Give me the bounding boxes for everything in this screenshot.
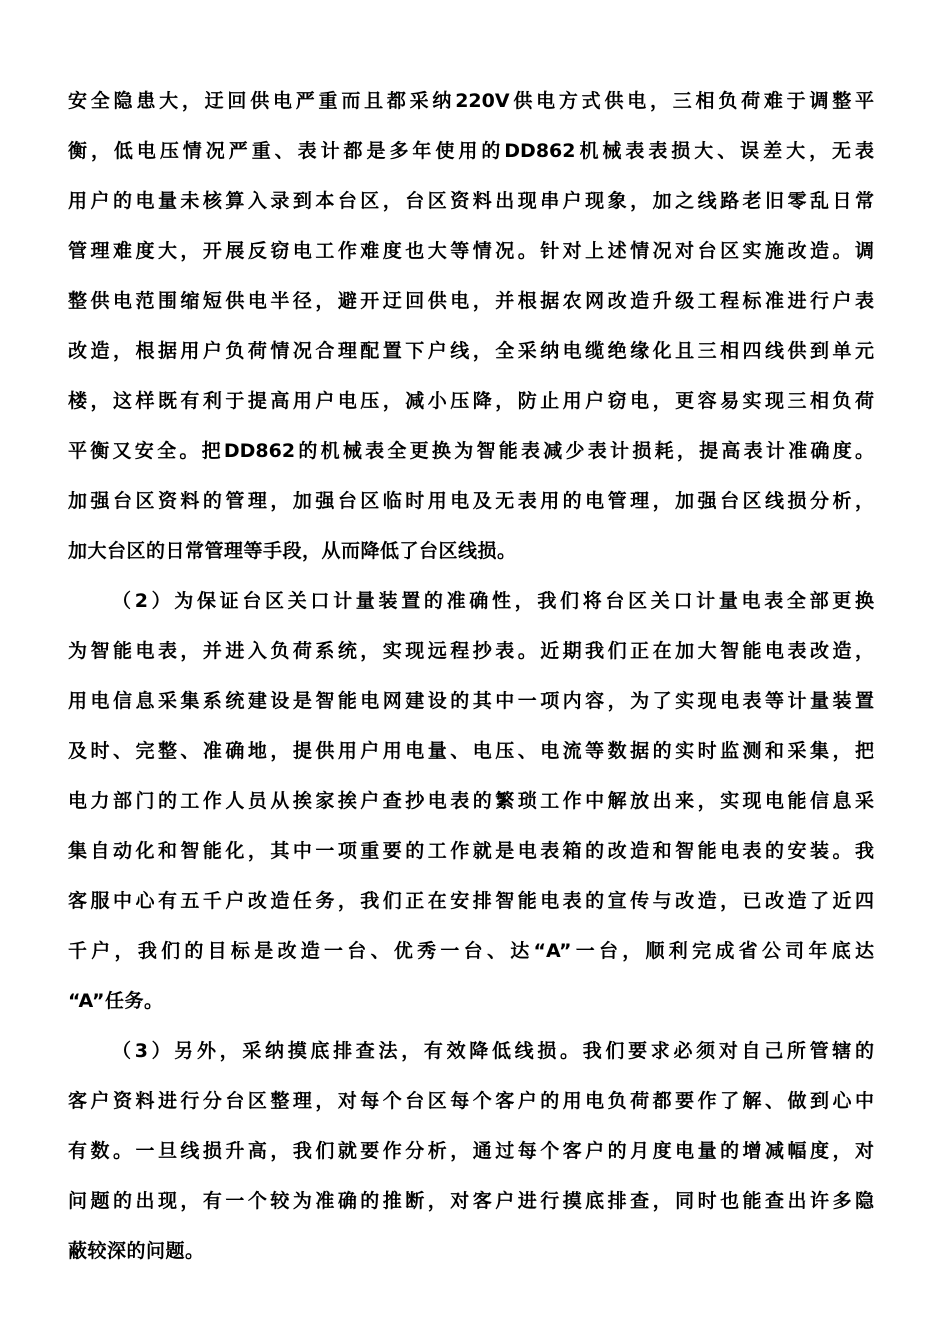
- paragraph-line: 管理难度大，开展反窃电工作难度也大等情况。针对上述情况对台区实施改造。调: [68, 240, 874, 262]
- paragraph-line: 平衡又安全。把DD862的机械表全更换为智能表减少表计损耗，提高表计准确度。: [68, 440, 874, 462]
- paragraph-line: 为智能电表，并进入负荷系统，实现远程抄表。近期我们正在加大智能电表改造，: [68, 640, 874, 662]
- paragraph-line: 加强台区资料的管理，加强台区临时用电及无表用的电管理，加强台区线损分析，: [68, 490, 874, 512]
- paragraph-line: 安全隐患大，迂回供电严重而且都采纳220V供电方式供电，三相负荷难于调整平: [68, 90, 874, 112]
- paragraph-line: 整供电范围缩短供电半径，避开迂回供电，并根据农网改造升级工程标准进行户表: [68, 290, 874, 312]
- paragraph-line: 问题的出现，有一个较为准确的推断，对客户进行摸底排查，同时也能查出许多隐: [68, 1190, 874, 1212]
- paragraph-line: 有数。一旦线损升高，我们就要作分析，通过每个客户的月度电量的增减幅度，对: [68, 1140, 874, 1162]
- paragraph-line: 客服中心有五千户改造任务，我们正在安排智能电表的宣传与改造，已改造了近四: [68, 890, 874, 912]
- paragraph-line: 加大台区的日常管理等手段，从而降低了台区线损。: [68, 540, 517, 562]
- paragraph-line: 用户的电量未核算入录到本台区，台区资料出现串户现象，加之线路老旧零乱日常: [68, 190, 874, 212]
- paragraph-line: 集自动化和智能化，其中一项重要的工作就是电表箱的改造和智能电表的安装。我: [68, 840, 874, 862]
- paragraph-line: （3）另外，采纳摸底排查法，有效降低线损。我们要求必须对自己所管辖的: [112, 1040, 874, 1062]
- paragraph-line: 用电信息采集系统建设是智能电网建设的其中一项内容，为了实现电表等计量装置: [68, 690, 874, 712]
- paragraph-line: 衡，低电压情况严重、表计都是多年使用的DD862机械表表损大、误差大，无表: [68, 140, 874, 162]
- paragraph-line: 千户，我们的目标是改造一台、优秀一台、达“A”一台，顺利完成省公司年底达: [68, 940, 874, 962]
- paragraph-line: 改造，根据用户负荷情况合理配置下户线，全采纳电缆绝缘化且三相四线供到单元: [68, 340, 874, 362]
- paragraph-line: 客户资料进行分台区整理，对每个台区每个客户的用电负荷都要作了解、做到心中: [68, 1090, 874, 1112]
- body-text: [68, 76, 874, 1276]
- paragraph-line: 楼，这样既有利于提高用户电压，减小压降，防止用户窃电，更容易实现三相负荷: [68, 390, 874, 412]
- paragraph-line: 电力部门的工作人员从挨家挨户查抄电表的繁琐工作中解放出来，实现电能信息采: [68, 790, 874, 812]
- paragraph-line: 蔽较深的问题。: [68, 1240, 205, 1262]
- paragraph-line: （2）为保证台区关口计量装置的准确性，我们将台区关口计量电表全部更换: [112, 590, 874, 612]
- paragraph-line: “A”任务。: [68, 990, 164, 1012]
- paragraph-line: 及时、完整、准确地，提供用户用电量、电压、电流等数据的实时监测和采集，把: [68, 740, 874, 762]
